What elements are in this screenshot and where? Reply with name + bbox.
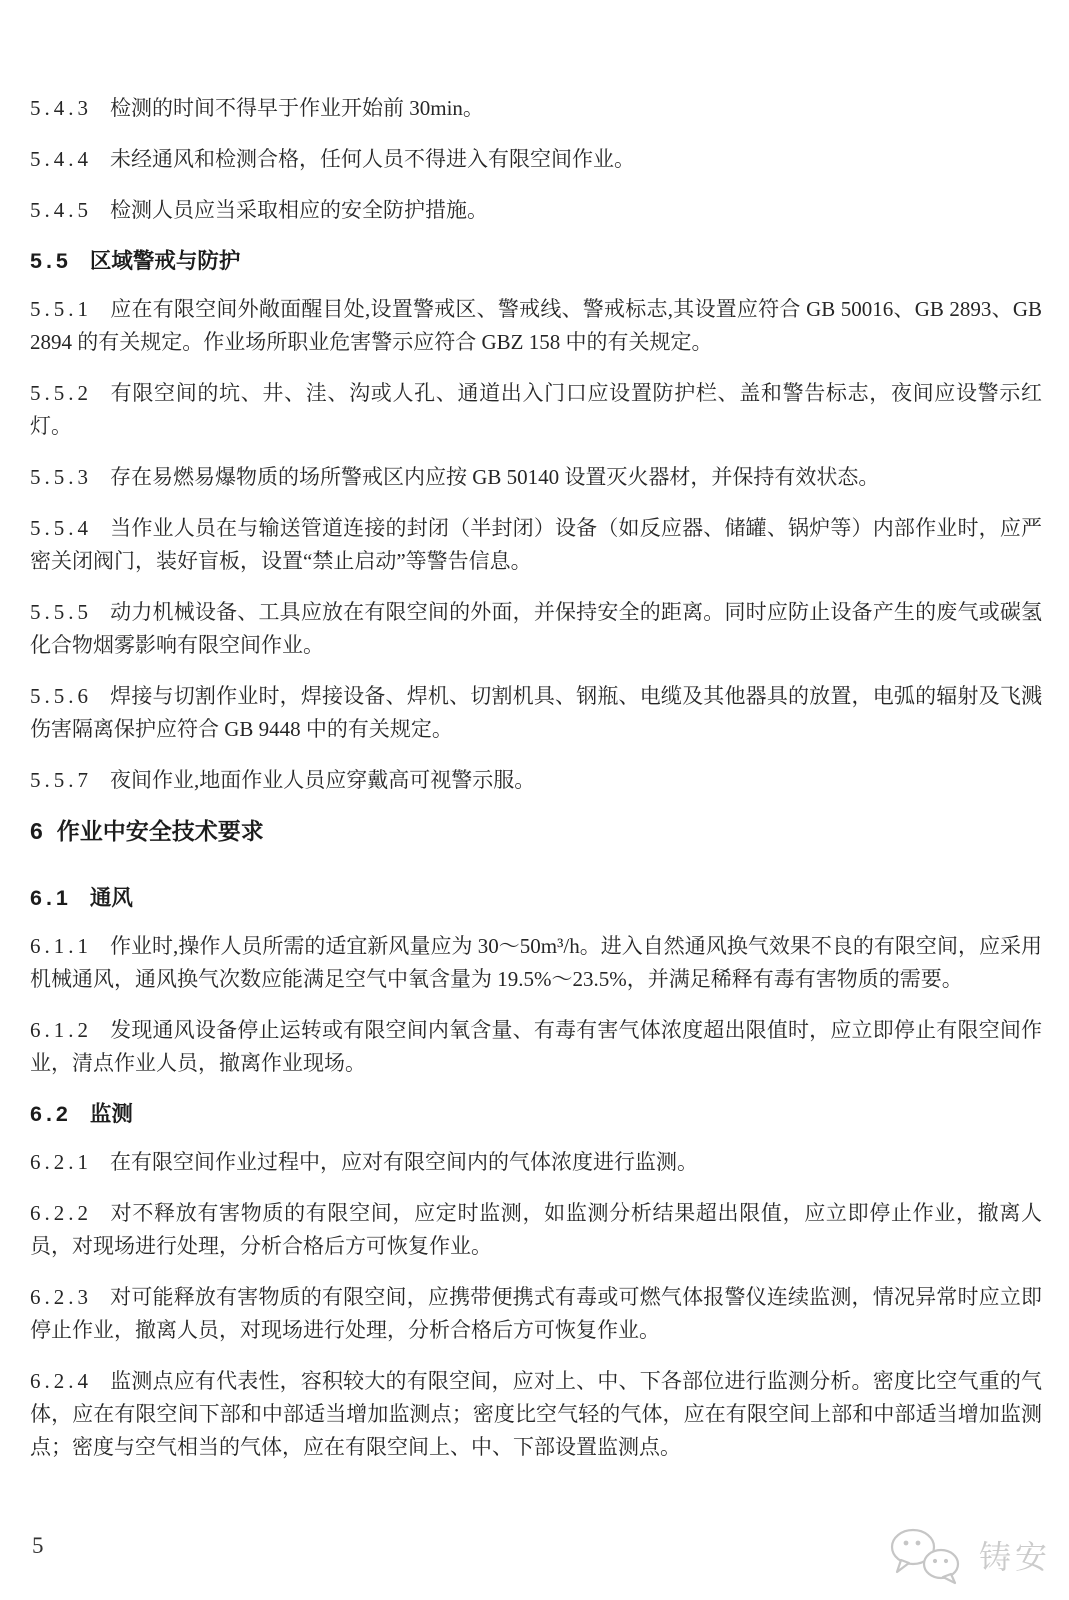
clause bbox=[30, 596, 1042, 662]
clause bbox=[30, 1365, 1042, 1464]
clause-number: 5.5.7 bbox=[30, 768, 92, 792]
clause-text: 存在易燃易爆物质的场所警戒区内应按 GB 50140 设置灭火器材，并保持有效状态。 bbox=[110, 465, 880, 489]
clause-text: 在有限空间作业过程中，应对有限空间内的气体浓度进行监测。 bbox=[110, 1150, 698, 1174]
clause bbox=[30, 680, 1042, 746]
clause-number: 5.5.5 bbox=[30, 600, 92, 624]
watermark-text: 铸安 bbox=[978, 1539, 1051, 1575]
clause-number: 5.5.4 bbox=[30, 516, 92, 540]
clause bbox=[30, 1014, 1042, 1080]
clause-text: 当作业人员在与输送管道连接的封闭（半封闭）设备（如反应器、储罐、锅炉等）内部作业时，应严密关闭阀门，装好盲板，设置“禁止启动”等警告信息。 bbox=[30, 516, 1042, 573]
clause-text: 监测 bbox=[89, 1102, 133, 1126]
clause bbox=[30, 1281, 1042, 1347]
clause-text: 作业时,操作人员所需的适宜新风量应为 30～50m³/h。进入自然通风换气效果不良的有限空间，应采用机械通风，通风换气次数应能满足空气中氧含量为 19.5%～23.5%，并满足稀释有毒有害物质的需要。 bbox=[30, 934, 1042, 991]
clause-text: 作业中安全技术要求 bbox=[56, 818, 264, 844]
clause bbox=[30, 512, 1042, 578]
clause-text: 未经通风和检测合格，任何人员不得进入有限空间作业。 bbox=[110, 147, 635, 171]
section-heading bbox=[30, 882, 1042, 915]
clause-number: 6.1.2 bbox=[30, 1018, 92, 1042]
clause-number: 6.2.2 bbox=[30, 1201, 92, 1225]
clause bbox=[30, 293, 1042, 359]
clause-number: 6.2.4 bbox=[30, 1369, 92, 1393]
clause bbox=[30, 764, 1042, 797]
clause-number: 5.5.2 bbox=[30, 381, 92, 405]
clause-number: 6 bbox=[30, 818, 43, 844]
clause-text: 对可能释放有害物质的有限空间，应携带便携式有毒或可燃气体报警仪连续监测，情况异常时应立即停止作业，撤离人员，对现场进行处理，分析合格后方可恢复作业。 bbox=[30, 1285, 1042, 1342]
clause-number: 6.1 bbox=[30, 886, 72, 910]
section-heading bbox=[30, 245, 1042, 278]
clause-text: 对不释放有害物质的有限空间，应定时监测，如监测分析结果超出限值，应立即停止作业，撤离人员，对现场进行处理，分析合格后方可恢复作业。 bbox=[30, 1201, 1042, 1258]
clause-text: 通风 bbox=[89, 886, 133, 910]
watermark bbox=[885, 1524, 1051, 1586]
clause bbox=[30, 143, 1042, 176]
section-heading bbox=[30, 1098, 1042, 1131]
clause-number: 6.1.1 bbox=[30, 934, 92, 958]
clause-text: 区域警戒与防护 bbox=[89, 249, 241, 273]
clause bbox=[30, 1146, 1042, 1179]
clause-text: 动力机械设备、工具应放在有限空间的外面，并保持安全的距离。同时应防止设备产生的废气或碳氢化合物烟雾影响有限空间作业。 bbox=[30, 600, 1042, 657]
section-heading bbox=[30, 815, 1042, 848]
clause-text: 监测点应有代表性，容积较大的有限空间，应对上、中、下各部位进行监测分析。密度比空气重的气体，应在有限空间下部和中部适当增加监测点；密度比空气轻的气体，应在有限空间上部和中部适当增加监测点；密度与空气相当的气体，应在有限空间上、中、下部设置监测点。 bbox=[30, 1369, 1042, 1459]
clause-text: 检测人员应当采取相应的安全防护措施。 bbox=[110, 198, 488, 222]
clause bbox=[30, 930, 1042, 996]
clause bbox=[30, 1197, 1042, 1263]
clause bbox=[30, 92, 1042, 125]
clause-number: 5.4.4 bbox=[30, 147, 92, 171]
document-body bbox=[30, 92, 1042, 1482]
page-number: 5 bbox=[32, 1533, 44, 1558]
clause-number: 5.5.3 bbox=[30, 465, 92, 489]
clause-number: 5.5 bbox=[30, 249, 72, 273]
clause-text: 发现通风设备停止运转或有限空间内氧含量、有毒有害气体浓度超出限值时，应立即停止有限空间作业，清点作业人员，撤离作业现场。 bbox=[30, 1018, 1042, 1075]
clause-number: 6.2.3 bbox=[30, 1285, 92, 1309]
clause-number: 6.2 bbox=[30, 1102, 72, 1126]
clause bbox=[30, 461, 1042, 494]
clause-text: 焊接与切割作业时，焊接设备、焊机、切割机具、钢瓶、电缆及其他器具的放置，电弧的辐射及飞溅伤害隔离保护应符合 GB 9448 中的有关规定。 bbox=[30, 684, 1042, 741]
clause-text: 有限空间的坑、井、洼、沟或人孔、通道出入门口应设置防护栏、盖和警告标志，夜间应设警示红灯。 bbox=[30, 381, 1042, 438]
clause-number: 6.2.1 bbox=[30, 1150, 92, 1174]
clause bbox=[30, 377, 1042, 443]
wechat-logo-icon bbox=[885, 1524, 969, 1586]
clause-text: 应在有限空间外敞面醒目处,设置警戒区、警戒线、警戒标志,其设置应符合 GB 50016、GB 2893、GB 2894 的有关规定。作业场所职业危害警示应符合 GBZ 158 中的有关规定。 bbox=[30, 297, 1042, 354]
clause-number: 5.5.6 bbox=[30, 684, 92, 708]
clause-number: 5.4.3 bbox=[30, 96, 92, 120]
clause-text: 夜间作业,地面作业人员应穿戴高可视警示服。 bbox=[110, 768, 536, 792]
clause-number: 5.5.1 bbox=[30, 297, 92, 321]
clause-text: 检测的时间不得早于作业开始前 30min。 bbox=[110, 96, 484, 120]
clause-number: 5.4.5 bbox=[30, 198, 92, 222]
clause bbox=[30, 194, 1042, 227]
